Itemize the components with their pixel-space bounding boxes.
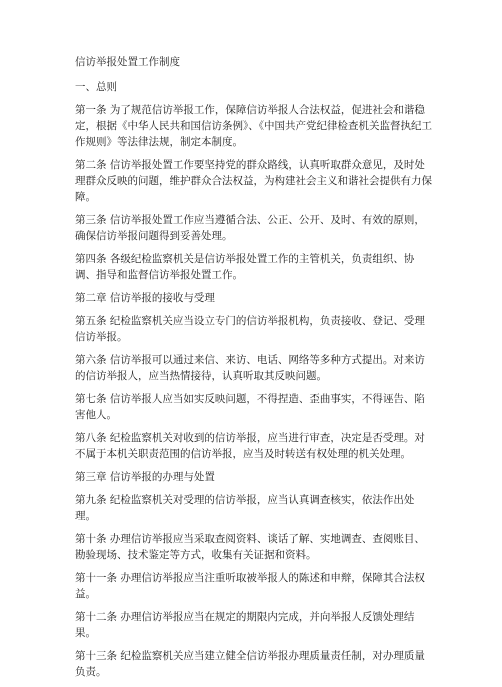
- article-13: 第十三条 纪检监察机关应当建立健全信访举报办理质量责任制，对办理质量负责。: [75, 650, 425, 678]
- document-title: 信访举报处置工作制度: [75, 56, 180, 68]
- article-8: 第八条 纪检监察机关对收到的信访举报，应当进行审查，决定是否受理。对不属于本机关职责范围的信访举报，应当及时转送有权处理的机关处理。: [75, 432, 425, 460]
- article-11: 第十一条 办理信访举报应当注重听取被举报人的陈述和申辩，保障其合法权益。: [75, 572, 425, 600]
- article-10: 第十条 办理信访举报应当采取查阅资料、谈话了解、实地调查、查阅账目、勘验现场、技术鉴定等方式，收集有关证据和资料。: [75, 533, 425, 561]
- section-heading-chapter-2: 第二章 信访举报的接收与受理: [75, 292, 215, 304]
- article-1: 第一条 为了规范信访举报工作，保障信访举报人合法权益，促进社会和谐稳定，根据《中华人民共和国信访条例》、《中国共产党纪律检查机关监督执纪工作规则》等法律法规，制定本制度。: [75, 104, 432, 148]
- article-3: 第三条 信访举报处置工作应当遵循合法、公正、公开、及时、有效的原则，确保信访举报问题得到妥善处理。: [75, 214, 425, 242]
- article-9: 第九条 纪检监察机关对受理的信访举报，应当认真调查核实，依法作出处理。: [75, 494, 415, 522]
- article-7: 第七条 信访举报人应当如实反映问题，不得捏造、歪曲事实，不得诬告、陷害他人。: [75, 393, 425, 421]
- article-4: 第四条 各级纪检监察机关是信访举报处置工作的主管机关，负责组织、协调、指导和监督信访举报处置工作。: [75, 253, 415, 281]
- document-body: [75, 55, 435, 687]
- article-5: 第五条 纪检监察机关应当设立专门的信访举报机构，负责接收、登记、受理信访举报。: [75, 315, 425, 343]
- section-heading-general: 一、总则: [75, 81, 117, 93]
- article-12: 第十二条 办理信访举报应当在规定的期限内完成，并向举报人反馈处理结果。: [75, 611, 415, 639]
- document-blocks: [75, 79, 435, 680]
- article-2: 第二条 信访举报处置工作要坚持党的群众路线，认真听取群众意见，及时处理群众反映的问题，维护群众合法权益，为构建社会主义和谐社会提供有力保障。: [75, 159, 432, 203]
- section-heading-chapter-3: 第三章 信访举报的办理与处置: [75, 471, 215, 483]
- article-6: 第六条 信访举报可以通过来信、来访、电话、网络等多种方式提出。对来访的信访举报人，应当热情接待，认真听取其反映问题。: [75, 354, 425, 382]
